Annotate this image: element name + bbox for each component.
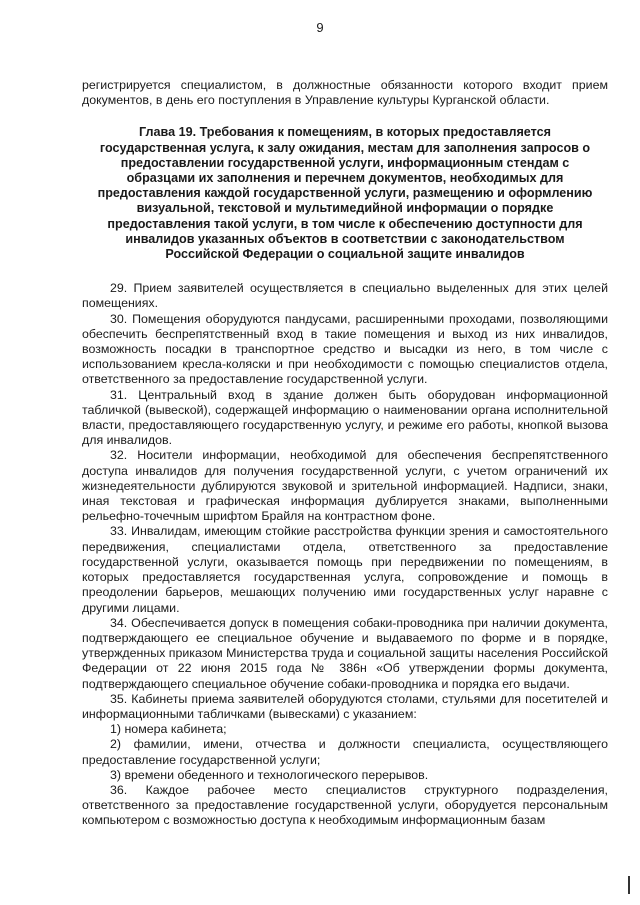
page-number: 9 <box>316 20 324 35</box>
list-item: 1) номера кабинета; <box>110 722 227 737</box>
paragraph-31: 31. Центральный вход в здание должен быть оборудован информационной табличкой (вывеской), содержащей информацию о наименовании органа исполнительной власти, предоставляющего государственную услугу, и режиме его работы, кнопкой вызова для инвалидов. <box>82 387 608 448</box>
paragraph-34: 34. Обеспечивается допуск в помещения собаки-проводника при наличии документа, подтверждающего ее специальное обучение и выдаваемого по форме и в порядке, утвержденных приказом Министерства труда и социальной защиты населения Российской Федерации от 22 июня 2015 года № 386н «Об утверждении формы документа, подтверждающего специальное обучение собаки-проводника и порядка его выдачи. <box>82 615 608 691</box>
paragraph-36: 36. Каждое рабочее место специалистов структурного подразделения, ответственного за предоставление государственной услуги, оборудуется персональным компьютером с возможностью доступа к необходимым информационным базам <box>82 782 608 828</box>
continuation-paragraph: регистрируется специалистом, в должностные обязанности которого входит прием документов, в день его поступления в Управление культуры Курганской области. <box>82 78 608 108</box>
paragraph-33: 33. Инвалидам, имеющим стойкие расстройства функции зрения и самостоятельного передвижения, специалистами отдела, ответственного за предоставление государственной услуги, оказывается помощь при передвижении по помещениям, в которых предоставляется государственная услуга, сопровождение и помощь в преодолении барьеров, мешающих получению ими государственных услуг наравне с другими лицами. <box>82 524 608 615</box>
list-item: 3) времени обеденного и технологического перерывов. <box>110 767 429 782</box>
scan-margin-mark <box>628 876 630 894</box>
paragraph-30: 30. Помещения оборудуются пандусами, расширенными проходами, позволяющими обеспечить беспрепятственный вход в такие помещения и выход из них инвалидов, возможность посадки в транспортное средство и высадки из него, в том числе с использованием кресла-коляски и при необходимости с помощью специалистов отдела, ответственного за предоставление государственной услуги. <box>82 311 608 387</box>
paragraph-29: 29. Прием заявителей осуществляется в специально выделенных для этих целей помещениях. <box>82 281 608 311</box>
list-item: 2) фамилии, имени, отчества и должности специалиста, осуществляющего предоставление государственной услуги; <box>82 737 608 767</box>
paragraph-32: 32. Носители информации, необходимой для обеспечения беспрепятственного доступа инвалидов для получения государственной услуги, с учетом ограничений их жизнедеятельности дублируются звуковой и зрительной информацией. Надписи, знаки, иная текстовая и графическая информация дублируется знаками, выполненными рельефно-точечным шрифтом Брайля на контрастном фоне. <box>82 448 608 524</box>
paragraph-35: 35. Кабинеты приема заявителей оборудуются столами, стульями для посетителей и информационными табличками (вывесками) с указанием: <box>82 691 608 721</box>
chapter-title: Глава 19. Требования к помещениям, в которых предоставляется государственная услуга, к залу ожидания, местам для заполнения запросов о предоставлении государственной услуги, информационным стендам с образцами их заполнения и перечнем документов, необходимых для предоставления каждой государственной услуги, размещению и оформлению визуальной, текстовой и мультимедийной информации о порядке предоставления такой услуги, в том числе к обеспечению доступности для инвалидов указанных объектов в соответствии с законодательством Российской Федерации о социальной защите инвалидов <box>97 125 593 262</box>
document-body <box>82 78 608 829</box>
